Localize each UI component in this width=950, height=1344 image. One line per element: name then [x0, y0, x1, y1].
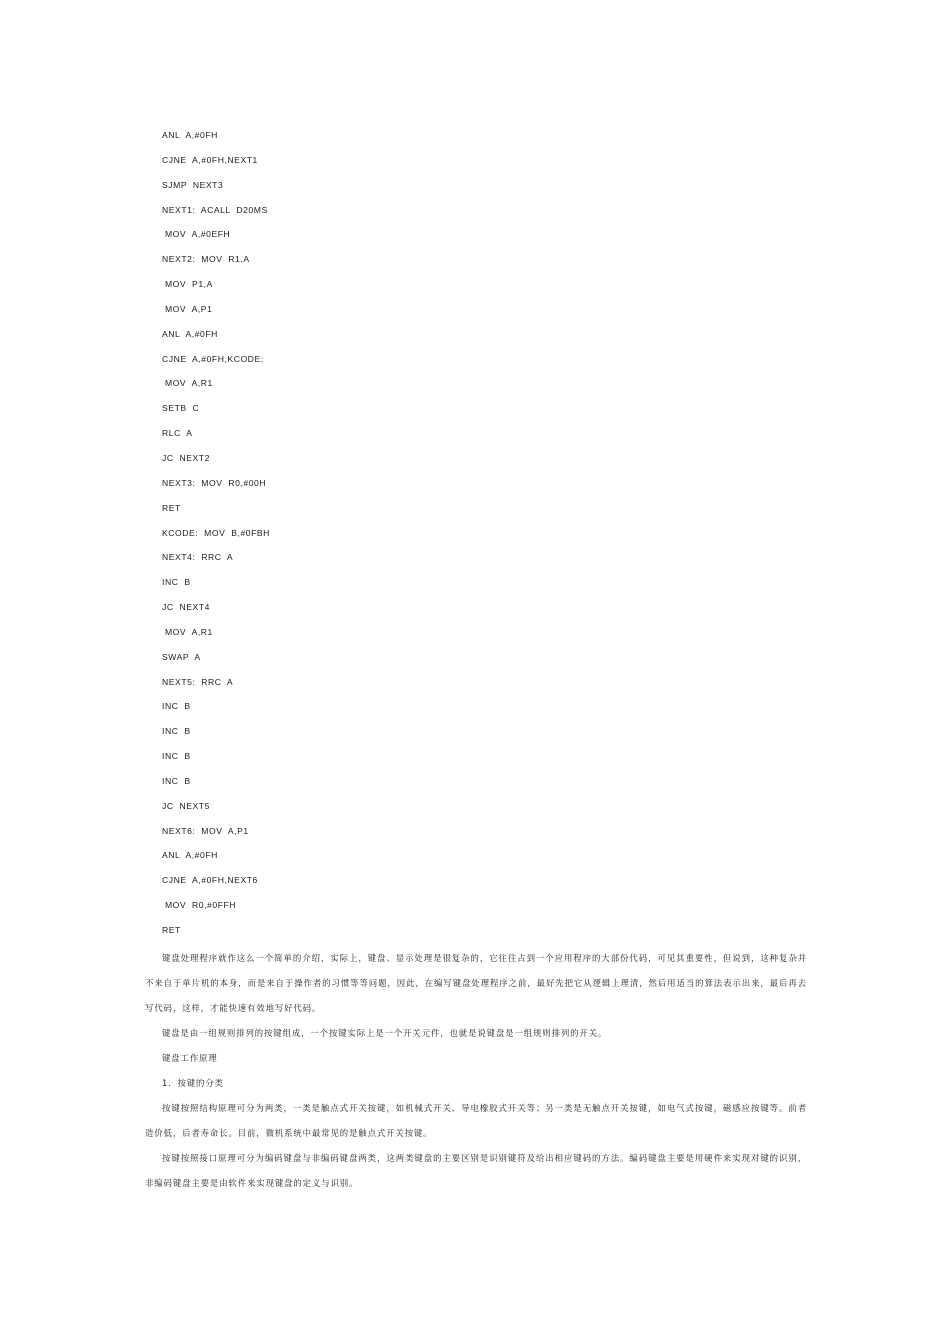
code-line: ANL A,#0FH — [162, 328, 218, 339]
body-text — [145, 946, 807, 1196]
paragraph-key-interface: 按键按照接口原理可分为编码键盘与非编码键盘两类，这两类键盘的主要区别是识别键符及给出相应键码的方法。编码键盘主要是用硬件来实现对键的识别，非编码键盘主要是由软件来实现键盘的定义与识别。 — [145, 1153, 807, 1188]
code-line: KCODE: MOV B,#0FBH — [162, 527, 270, 538]
assembly-code-listing — [162, 127, 562, 947]
code-line: ANL A,#0FH — [162, 130, 218, 140]
paragraph-keyboard-intro: 键盘处理程序就作这么一个简单的介绍，实际上，键盘、显示处理是很复杂的，它往往占到一个应用程序的大部份代码，可见其重要性，但说到，这种复杂并不来自于单片机的本身，而是来自于操作者的习惯等等问题，因此，在编写键盘处理程序之前，最好先把它从逻辑上理清，然后用适当的算法表示出来，最后再去写代码，这样，才能快速有效地写好代码。 — [145, 953, 807, 1013]
section-heading: 键盘工作原理 — [162, 1053, 218, 1063]
code-line: RET — [162, 502, 181, 513]
code-line: INC B — [162, 726, 191, 737]
code-line: CJNE A,#0FH,NEXT6 — [162, 875, 258, 886]
code-line: ANL A,#0FH — [162, 850, 218, 861]
code-line: INC B — [162, 751, 191, 762]
code-line: JC NEXT4 — [162, 602, 210, 613]
code-line: JC NEXT2 — [162, 452, 210, 463]
code-line: CJNE A,#0FH,KCODE; — [162, 353, 264, 364]
code-line: NEXT3: MOV R0,#00H — [162, 477, 267, 488]
code-line: NEXT5: RRC A — [162, 676, 234, 687]
code-line: MOV A,P1 — [162, 303, 213, 314]
code-line: RET — [162, 925, 181, 935]
code-line: INC B — [162, 775, 191, 786]
paragraph-keyboard-definition: 键盘是由一组规则排列的按键组成，一个按键实际上是一个开关元件，也就是说键盘是一组规则排列的开关。 — [162, 1028, 608, 1038]
paragraph-key-structure: 按键按照结构原理可分为两类，一类是触点式开关按键，如机械式开关、导电橡胶式开关等；另一类是无触点开关按键，如电气式按键，磁感应按键等。前者造价低，后者寿命长。目前，微机系统中最常见的是触点式开关按键。 — [145, 1103, 807, 1138]
code-line: MOV R0,#0FFH — [162, 900, 237, 911]
code-line: NEXT1: ACALL D20MS — [162, 204, 268, 215]
code-line: SJMP NEXT3 — [162, 179, 224, 190]
code-line: MOV P1,A — [162, 279, 213, 290]
code-line: RLC A — [162, 428, 193, 439]
code-line: INC B — [162, 701, 191, 712]
code-line: SETB C — [162, 403, 200, 414]
code-line: INC B — [162, 577, 191, 588]
code-line: MOV A,#0EFH — [162, 229, 231, 240]
subsection-heading: 1．按键的分类 — [162, 1078, 224, 1088]
code-line: MOV A,R1 — [162, 626, 213, 637]
code-line: JC NEXT5 — [162, 800, 210, 811]
code-line: MOV A,R1 — [162, 378, 213, 389]
code-line: NEXT2: MOV R1,A — [162, 254, 250, 265]
code-line: NEXT4: RRC A — [162, 552, 234, 563]
code-line: CJNE A,#0FH,NEXT1 — [162, 154, 258, 165]
code-line: NEXT6: MOV A,P1 — [162, 825, 249, 836]
code-line: SWAP A — [162, 651, 201, 662]
